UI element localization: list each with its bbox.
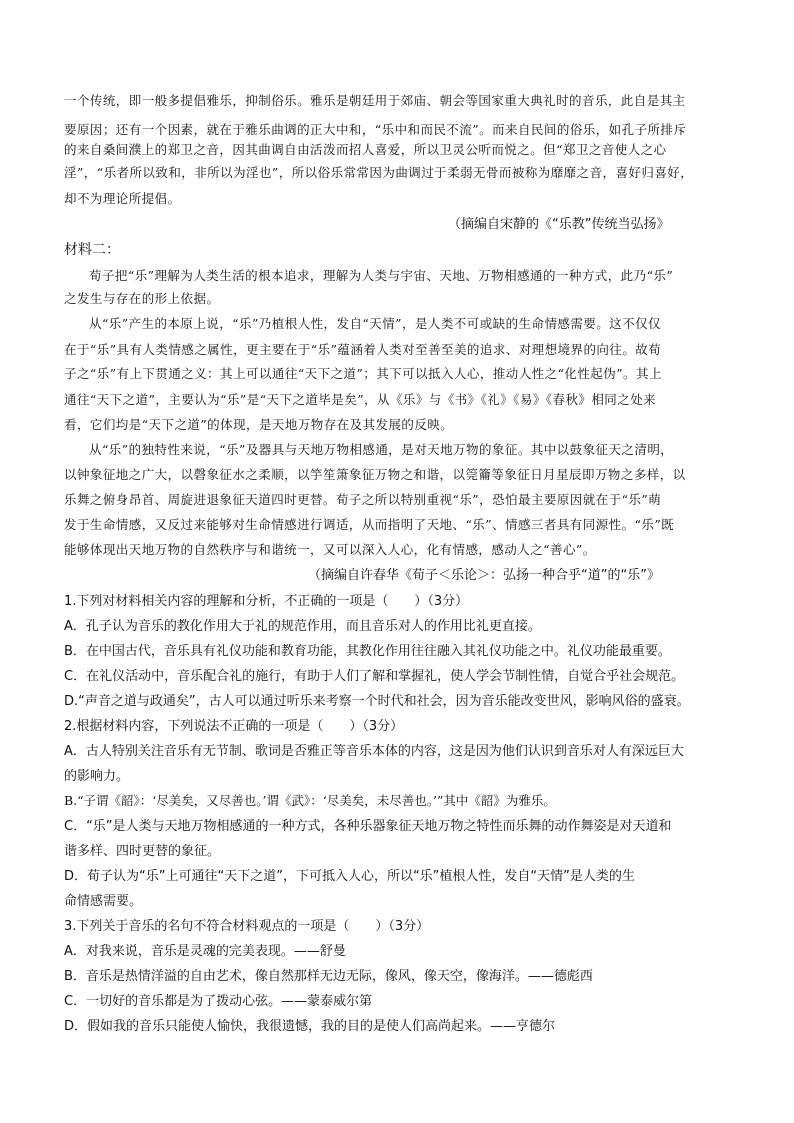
material2-line: 从“乐”的独特性来说，“乐”及器具与天地万物相感通，是对天地万物的象征。其中以鼓象征天之清明， <box>89 442 674 457</box>
question-option: 谐多样、四时更替的象征。 <box>64 844 221 859</box>
question-option: B．音乐是热情洋溢的自由艺术，像自然那样无边无际，像风，像天空，像海洋。——德彪西 <box>64 969 593 984</box>
passage1-line: 的来自桑间濮上的郑卫之音，因其曲调自由活泼而招人喜爱，所以卫灵公听而悦之。但“郑卫之音使人之心 <box>64 142 667 157</box>
material2-line: 子之“乐”有上下贯通之义：其上可以通往“天下之道”；其下可以抵入人心，推动人性之“化性起伪”。其上 <box>64 366 662 381</box>
question-option: C．“乐”是人类与天地万物相感通的一种方式，各种乐器象征天地万物之特性而乐舞的动作舞姿是对天道和 <box>64 819 672 834</box>
question-stem: 2.根据材料内容，下列说法不正确的一项是（ ）（3分） <box>64 719 404 734</box>
question-option: 命情感需要。 <box>64 894 143 909</box>
material2-line: 看，它们均是“天下之道”的体现，是天地万物存在及其发展的反映。 <box>64 417 454 432</box>
question-option: B.“子谓《韶》：‘尽美矣，又尽善也。’谓《武》：‘尽美矣，未尽善也。’”其中《韶》为雅乐。 <box>64 793 556 808</box>
passage1-source: （摘编自宋静的《“乐教”传统当弘扬》 <box>448 217 670 232</box>
passage1-line: 一个传统，即一般多提倡雅乐，抑制俗乐。雅乐是朝廷用于郊庙、朝会等国家重大典礼时的音乐，此自是其主 <box>64 93 686 108</box>
question-stem: 3.下列关于音乐的名句不符合材料观点的一项是（ ）（3分） <box>64 919 430 934</box>
question-option: B．在中国古代，音乐具有礼仪功能和教育功能，其教化作用往往融入其礼仪功能之中。礼仪功能最重要。 <box>64 644 671 659</box>
question-stem: 1.下列对材料相关内容的理解和分析，不正确的一项是（ ）（3分） <box>64 594 469 609</box>
material2-line: 发于生命情感，又反过来能够对生命情感进行调适，从而指明了天地、“乐”、情感三者具有同源性。“乐”既 <box>64 517 675 532</box>
question-option: D．荀子认为“乐”上可通往“天下之道”，下可抵入人心，所以“乐”植根人性，发自“天情”是人类的生 <box>64 869 635 884</box>
question-option: A．孔子认为音乐的教化作用大于礼的规范作用，而且音乐对人的作用比礼更直接。 <box>64 619 541 634</box>
material2-line: 从“乐”产生的本原上说，“乐”乃植根人性，发自“天情”，是人类不可或缺的生命情感需要。这不仅仅 <box>89 316 661 331</box>
question-option: 的影响力。 <box>64 769 130 784</box>
question-option: C．一切好的音乐都是为了拨动心弦。——蒙泰威尔第 <box>64 994 373 1009</box>
passage1-line: 要原因；还有一个因素，就在于雅乐曲调的正大中和，“乐中和而民不流”。而来自民间的俗乐，如孔子所排斥 <box>64 122 687 137</box>
material2-line: 通往“天下之道”，主要认为“乐”是“天下之道毕是矣”，从《乐》与《书》《礼》《易》《春秋》相同之处来 <box>64 392 657 407</box>
material2-line: 之发生与存在的形上依据。 <box>64 291 220 306</box>
material2-line: 荀子把“乐”理解为人类生活的根本追求，理解为人类与宇宙、天地、万物相感通的一种方式，此乃“乐” <box>89 268 674 283</box>
material2-heading: 材料二： <box>64 242 120 258</box>
material2-line: 在于“乐”具有人类情感之属性，更主要在于“乐”蕴涵着人类对至善至美的追求、对理想境界的向往。故荀 <box>64 342 662 357</box>
question-option: A．古人特别关注音乐有无节制、歌词是否雅正等音乐本体的内容，这是因为他们认识到音乐对人有深远巨大 <box>64 744 684 759</box>
material2-source: （摘编自许春华《荀子＜乐论＞：弘扬一种合乎“道”的“乐”》 <box>308 568 660 583</box>
passage1-line: 淫”，“乐者所以致和，非所以为淫也”，所以俗乐常常因为曲调过于柔弱无骨而被称为靡靡之音，喜好归喜好， <box>64 165 694 180</box>
material2-line: 乐舞之俯身昂首、周旋进退象征天道四时更替。荀子之所以特别重视“乐”，恐怕最主要原因就在于“乐”萌 <box>64 492 662 507</box>
passage1-line: 却不为理论所提倡。 <box>64 191 181 206</box>
question-option: D.“声音之道与政通矣”，古人可以通过听乐来考察一个时代和社会，因为音乐能改变世风，影响风俗的盛衰。 <box>64 694 690 709</box>
question-option: C．在礼仪活动中，音乐配合礼的施行，有助于人们了解和掌握礼，使人学会节制性情，自觉合乎社会规范。 <box>64 669 685 684</box>
question-option: D．假如我的音乐只能使人愉快，我很遗憾，我的目的是使人们高尚起来。——亨德尔 <box>64 1019 556 1034</box>
material2-line: 以钟象征地之广大，以磬象征水之柔顺，以竽笙箫象征万物之和谐，以筦籥等象征日月星辰即万物之多样，以 <box>64 467 686 482</box>
material2-line: 能够体现出天地万物的自然秩序与和谐统一，又可以深入人心，化有情感，感动人之“善心”。 <box>64 542 596 557</box>
question-option: A．对我来说，音乐是灵魂的完美表现。——舒曼 <box>64 944 346 959</box>
